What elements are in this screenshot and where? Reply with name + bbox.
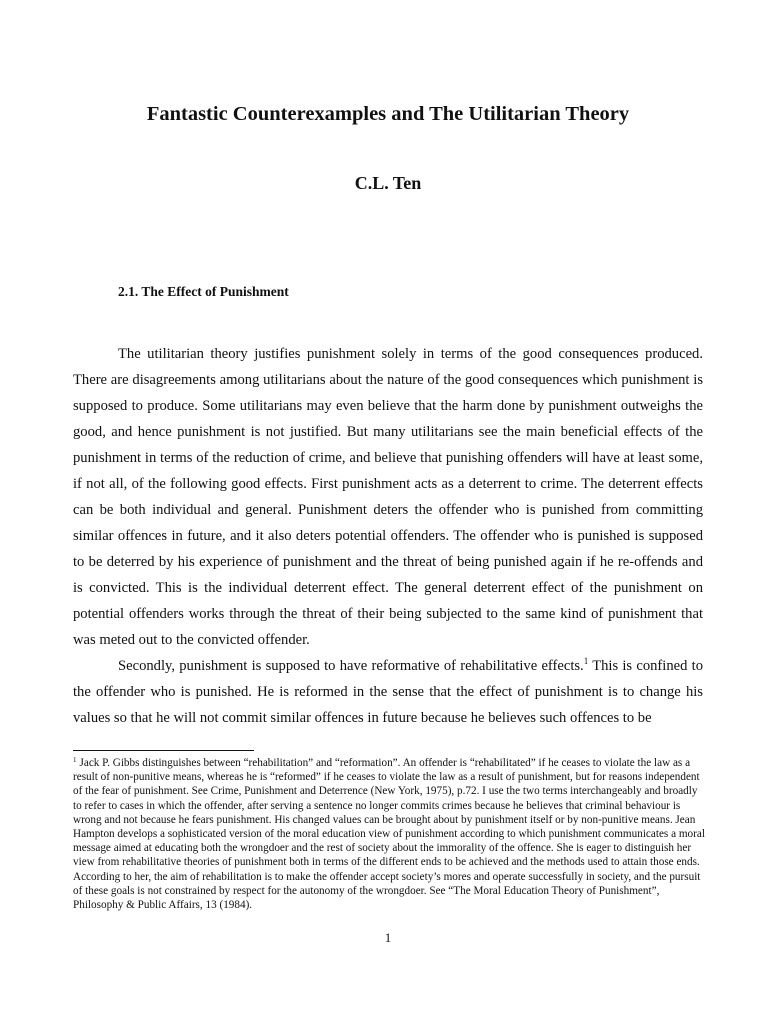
paragraph-2-text-after-ref: This is confined to the offender who is punished. He is reformed in the sense that the effect of punishment is to change his values so that he will not commit similar offences in future because he believes such offences to be <box>73 658 704 726</box>
document-title: Fantastic Counterexamples and The Utilitarian Theory <box>146 103 630 125</box>
paragraph-2-text-before-ref: Secondly, punishment is supposed to have reformative of rehabilitative effects. <box>118 658 584 674</box>
footnote-marker: 1 <box>73 756 77 764</box>
footnote-divider <box>73 750 254 751</box>
page-number: 1 <box>384 930 392 945</box>
footnote <box>73 756 705 912</box>
body-text <box>73 341 703 731</box>
paragraph-2 <box>73 653 703 731</box>
footnote-reference[interactable]: 1 <box>583 656 589 666</box>
footnote-text: Jack P. Gibbs distinguishes between “rehabilitation” and “reformation”. An offender is “rehabilitated” if he ceases to violate the law as a result of non-punitive means, whereas he is “reformed” if he ceases to violate the law as a result of punishment, but for reasons independent of the fear of punishment. See Crime, Punishment and Deterrence (New York, 1975), p.72. I use the two terms interchangeably and broadly to refer to cases in which the offender, after serving a sentence no longer commits crimes because he believes that criminal behaviour is wrong and not because he fears punishment. His changed values can be brought about by punishment itself or by non-punitive means. Jean Hampton develops a sophisticated version of the moral education view of punishment according to which punishment communicates a moral message aimed at educating both the wrongdoer and the rest of society about the immorality of the offence. She is eager to distinguish her view from rehabilitative theories of punishment both in terms of the different ends to be achieved and the methods used to attain those ends. According to her, the aim of rehabilitation is to make the offender accept society’s mores and operate successfully in society, and the pursuit of these goals is not constrained by respect for the autonomy of the wrongdoer. See “The Moral Education Theory of Punishment”, Philosophy & Public Affairs, 13 (1984). <box>73 757 705 912</box>
paragraph-1: The utilitarian theory justifies punishment solely in terms of the good consequences produced. There are disagreements among utilitarians about the nature of the good consequences which punishment is supposed to produce. Some utilitarians may even believe that the harm done by punishment outweighs the good, and hence punishment is not justified. But many utilitarians see the main beneficial effects of the punishment in terms of the reduction of crime, and believe that punishing offenders will have at least some, if not all, of the following good effects. First punishment acts as a deterrent to crime. The deterrent effects can be both individual and general. Punishment deters the offender who is punished from committing similar offences in future, and it also deters potential offenders. The offender who is punished is supposed to be deterred by his experience of punishment and the threat of being punished again if he re-offends and is convicted. This is the individual deterrent effect. The general deterrent effect of the punishment on potential offenders works through the threat of their being subjected to the same kind of punishment that was meted out to the convicted offender. <box>73 346 703 648</box>
section-heading: 2.1. The Effect of Punishment <box>118 284 289 299</box>
author-name: C.L. Ten <box>354 173 422 193</box>
